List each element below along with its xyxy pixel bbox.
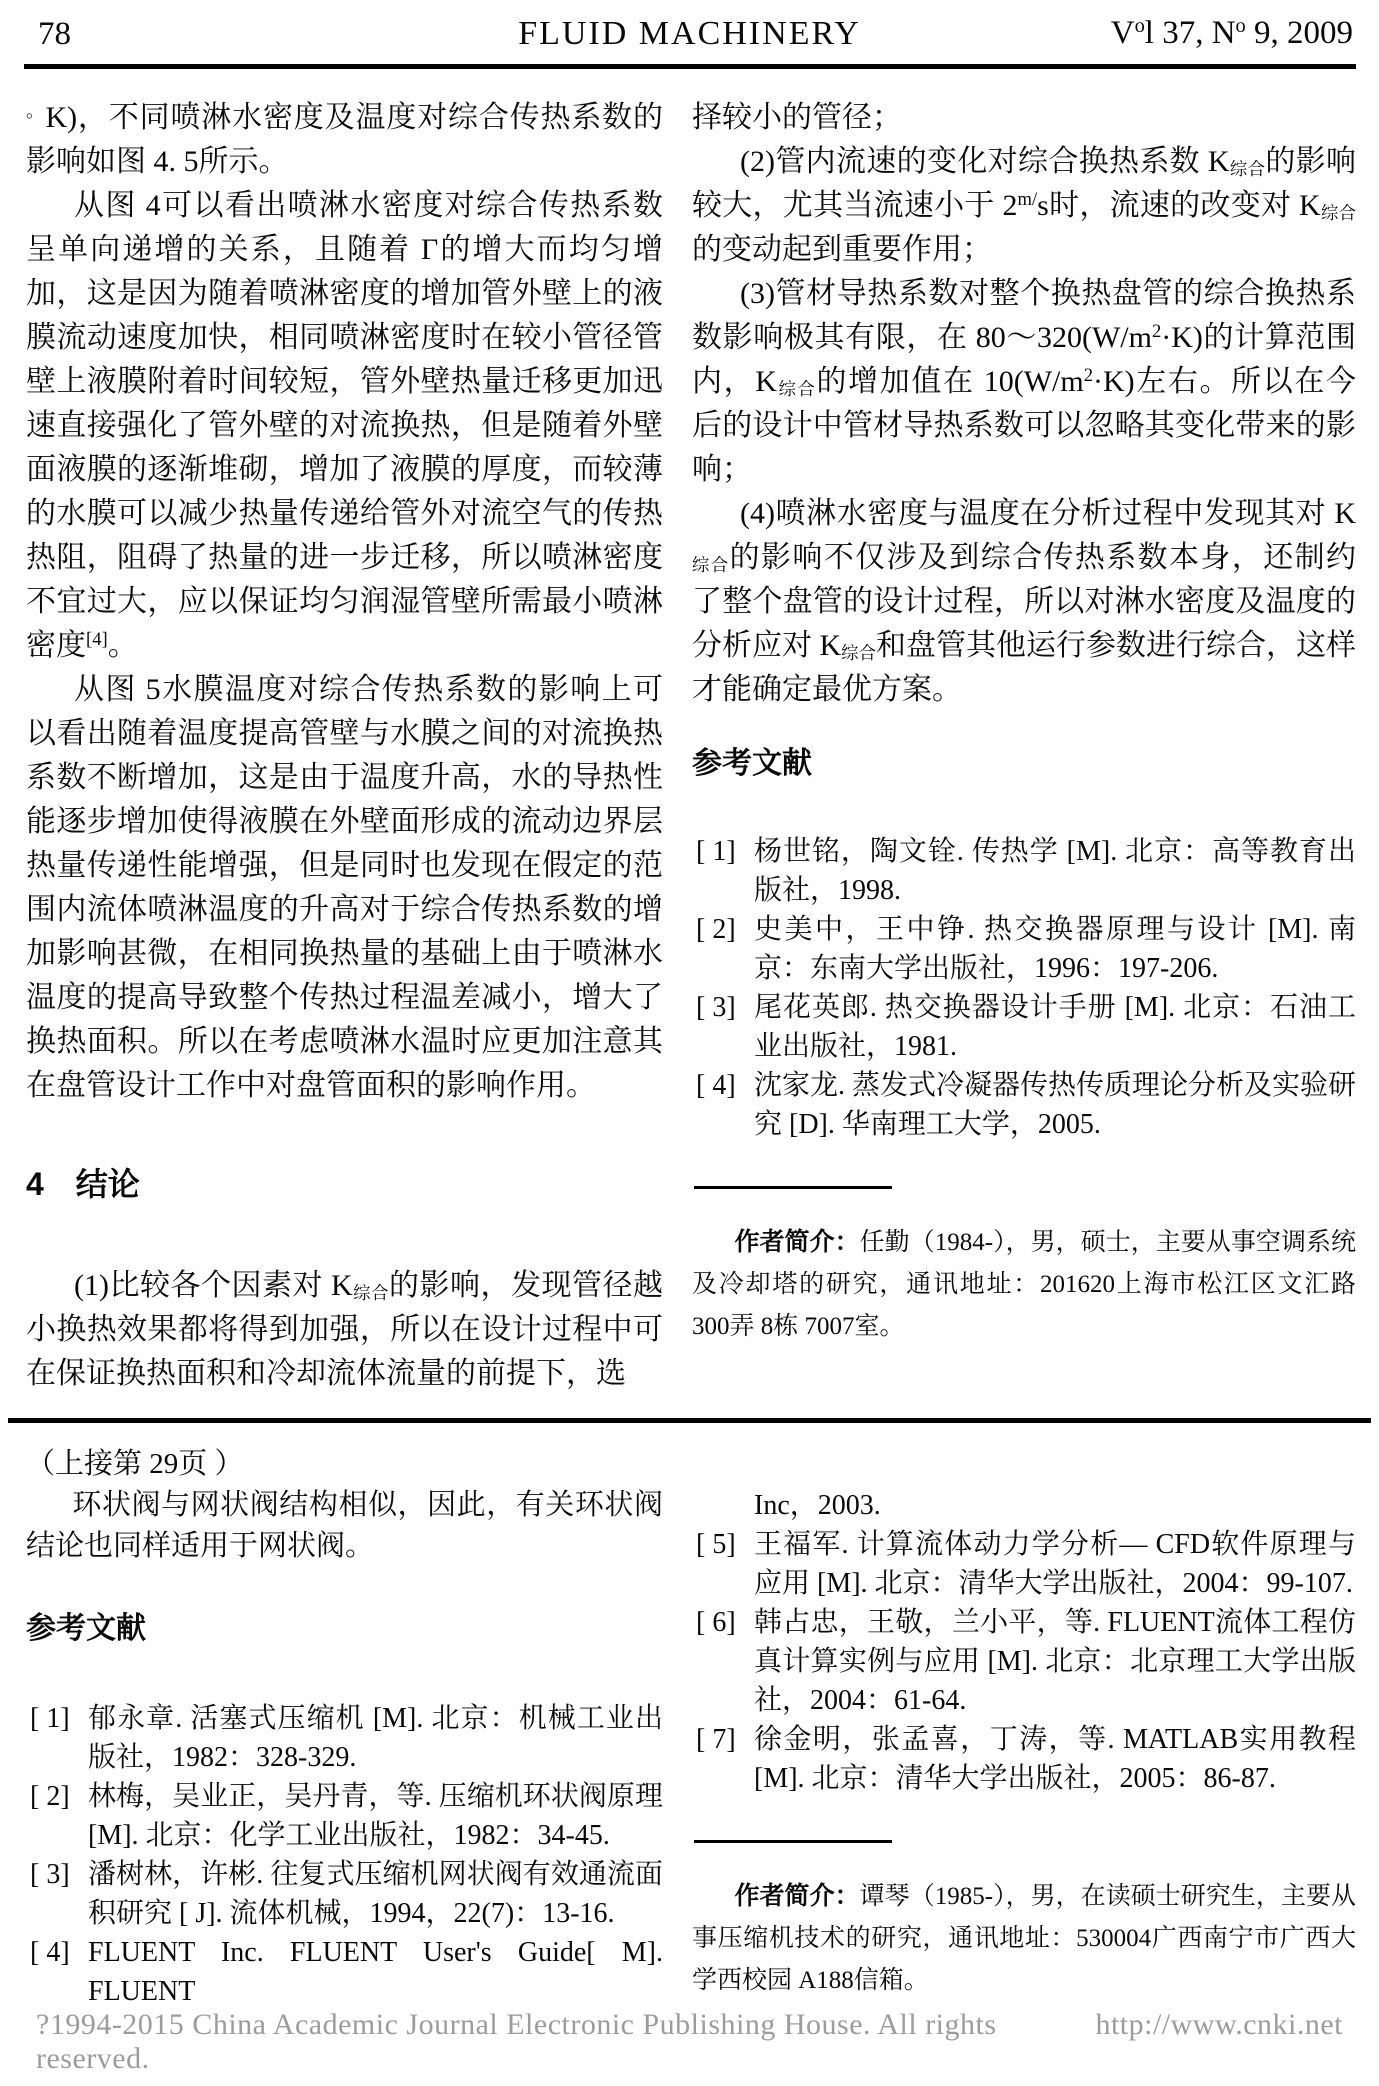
reference-item bbox=[692, 1720, 1356, 1798]
reference-text: 尾花英郎. 热交换器设计手册 [M]. 北京：石油工业出版社，1981. bbox=[754, 992, 1356, 1062]
author-bio bbox=[692, 1875, 1356, 2002]
author-bio-divider bbox=[694, 1840, 892, 1843]
author-bio-divider bbox=[694, 1186, 892, 1189]
reference-label: [ 2] bbox=[30, 1781, 70, 1812]
paragraph: (3)管材导热系数对整个换热盘管的综合换热系数影响极其有限，在 $80\sim 320(W/m^2\cdot K)$的计算范围内，$K_{综合}$的增加值在 $10(W/m^2\cdot K)$左右。所以在今后的设计中管材导热系数可以忽略其变化带来的影响； bbox=[692, 277, 1356, 486]
conclusion-heading: 4 结论 bbox=[26, 1166, 140, 1202]
references-heading: 参考文献 bbox=[26, 1612, 146, 1645]
reference-text: 史美中，王中铮. 热交换器原理与设计 [M]. 南京：东南大学出版社，1996：197-206. bbox=[754, 914, 1356, 984]
paragraph: 。K)，不同喷淋水密度及温度对综合传热系数的影响如图 4. 5所示。 bbox=[26, 100, 663, 178]
cnki-footer bbox=[0, 2008, 1379, 2076]
issue-info: $V^ol$ 37, $N^o$ 9, 2009 bbox=[1110, 14, 1353, 51]
reference-item bbox=[692, 832, 1356, 910]
bottom-left-column bbox=[26, 1444, 663, 2011]
reference-text: 韩占忠，王敬，兰小平，等. FLUENT流体工程仿真计算实例与应用 [M]. 北京：北京理工大学出版社，2004：61-64. bbox=[754, 1607, 1356, 1716]
paragraph: 环状阀与网状阀结构相似，因此，有关环状阀结论也同样适用于网状阀。 bbox=[26, 1489, 663, 1562]
reference-item bbox=[692, 1066, 1356, 1144]
page-number: 78 bbox=[38, 16, 71, 52]
reference-label: [ 2] bbox=[696, 914, 736, 945]
reference-item bbox=[692, 910, 1356, 988]
reference-item bbox=[692, 1603, 1356, 1720]
author-bio-text: 谭琴（1985-），男，在读硕士研究生，主要从事压缩机技术的研究，通讯地址：530004广西南宁市广西大学西校园 A188信箱。 bbox=[692, 1883, 1356, 1994]
author-bio-label: 作者简介： bbox=[734, 1882, 860, 1910]
reference-label: [ 5] bbox=[696, 1529, 736, 1560]
reference-text: 王福军. 计算流体动力学分析— CFD软件原理与应用 [M]. 北京：清华大学出版社，2004：99-107. bbox=[754, 1529, 1356, 1599]
reference-item bbox=[26, 1699, 663, 1777]
reference-item bbox=[692, 988, 1356, 1066]
reference-text: 林梅，吴业正，吴丹青，等. 压缩机环状阀原理 [M]. 北京：化学工业出版社，1982：34-45. bbox=[88, 1781, 663, 1851]
paragraph: 从图 5水膜温度对综合传热系数的影响上可以看出随着温度提高管壁与水膜之间的对流换热系数不断增加，这是由于温度升高，水的导热性能逐步增加使得液膜在外壁面形成的流动边界层热量传递性能增强，但是同时也发现在假定的范围内流体喷淋温度的升高对于综合传热系数的增加影响甚微，在相同换热量的基础上由于喷淋水温度的提高导致整个传热过程温差减小，增大了换热面积。所以在考虑喷淋水温时应更加注意其在盘管设计工作中对盘管面积的影响作用。 bbox=[26, 673, 663, 1102]
paragraph: 择较小的管径； bbox=[692, 101, 902, 134]
reference-label: [ 3] bbox=[30, 1859, 70, 1890]
top-right-column bbox=[692, 96, 1356, 1348]
reference-label: [ 6] bbox=[696, 1607, 736, 1638]
paragraph: 从图 4可以看出喷淋水密度对综合传热系数呈单向递增的关系，且随着 Γ的增大而均匀增加，这是因为随着喷淋密度的增加管外壁上的液膜流动速度加快，相同喷淋密度时在较小管径管壁上液膜附着时间较短，管外壁热量迁移更加迅速直接强化了管外壁的对流换热，但是随着外壁面液膜的逐渐堆砌，增加了液膜的厚度，而较薄的水膜可以减少热量传递给管外对流空气的传热热阻，阻碍了热量的进一步迁移，所以喷淋密度不宜过大，应以保证均匀润湿管壁所需最小喷淋密度[4]。 bbox=[26, 189, 663, 662]
reference-item bbox=[26, 1777, 663, 1855]
reference-item bbox=[692, 1525, 1356, 1603]
header-divider bbox=[24, 64, 1356, 69]
continued-from-note: （上接第 29页 ） bbox=[26, 1448, 244, 1480]
reference-item bbox=[26, 1933, 663, 2011]
reference-label: [ 3] bbox=[696, 992, 736, 1023]
bottom-right-column bbox=[692, 1444, 1356, 2002]
author-bio bbox=[692, 1221, 1356, 1348]
references-heading: 参考文献 bbox=[692, 747, 812, 780]
article-section-divider bbox=[8, 1418, 1371, 1423]
paragraph: (2)管内流速的变化对综合换热系数 $K_{综合}$的影响较大，尤其当流速小于 $2^{m/}s$时，流速的改变对 $K_{综合}$的变动起到重要作用； bbox=[692, 145, 1356, 266]
paragraph: (1)比较各个因素对 $K_{综合}$的影响，发现管径越小换热效果都将得到加强，所以在设计过程中可在保证换热面积和冷却流体流量的前提下，选 bbox=[26, 1269, 663, 1390]
reference-text: 杨世铭，陶文铨. 传热学 [M]. 北京：高等教育出版社，1998. bbox=[754, 836, 1356, 906]
reference-label: [ 4] bbox=[30, 1937, 70, 1968]
copyright-text: ?1994-2015 China Academic Journal Electronic Publishing House. All rights reserved. bbox=[36, 2008, 997, 2075]
reference-label: [ 1] bbox=[696, 836, 736, 867]
top-left-column bbox=[26, 96, 663, 1396]
reference-label: [ 7] bbox=[696, 1724, 736, 1755]
reference-continuation: Inc，2003. bbox=[754, 1490, 881, 1521]
reference-text: 郁永章. 活塞式压缩机 [M]. 北京：机械工业出版社，1982：328-329. bbox=[88, 1703, 663, 1773]
journal-title: FLUID MACHINERY bbox=[518, 15, 861, 52]
reference-text: 徐金明，张孟喜，丁涛，等. MATLAB实用教程 [M]. 北京：清华大学出版社，2005：86-87. bbox=[754, 1724, 1356, 1794]
reference-label: [ 1] bbox=[30, 1703, 70, 1734]
paragraph: (4)喷淋水密度与温度在分析过程中发现其对 $K_{综合}$的影响不仅涉及到综合传热系数本身，还制约了整个盘管的设计过程，所以对淋水密度及温度的分析应对 $K_{综合}$和盘管其他运行参数进行综合，这样才能确定最优方案。 bbox=[692, 497, 1356, 706]
reference-text: 潘树林，许彬. 往复式压缩机网状阀有效通流面积研究 [ J]. 流体机械，1994，22(7)：13-16. bbox=[88, 1859, 663, 1929]
reference-text: FLUENT Inc. FLUENT User's Guide[ M]. FLUENT bbox=[88, 1937, 663, 2007]
author-bio-label: 作者简介： bbox=[734, 1228, 860, 1256]
reference-item bbox=[26, 1855, 663, 1933]
author-bio-text: 任勤（1984-），男，硕士，主要从事空调系统及冷却塔的研究，通讯地址：201620上海市松江区文汇路 300弄 8栋 7007室。 bbox=[692, 1229, 1356, 1340]
reference-label: [ 4] bbox=[696, 1070, 736, 1101]
cnki-link[interactable]: http://www.cnki.net bbox=[1095, 2008, 1343, 2041]
reference-text: 沈家龙. 蒸发式冷凝器传热传质理论分析及实验研究 [D]. 华南理工大学，2005. bbox=[754, 1070, 1357, 1140]
